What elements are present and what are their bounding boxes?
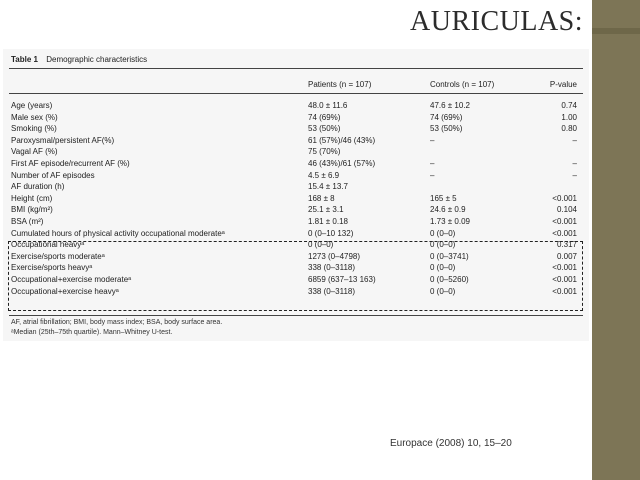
patients-value: 0 (0–10 132): [308, 228, 354, 238]
controls-value: 47.6 ± 10.2: [430, 101, 470, 110]
controls-value: 0 (0–0): [430, 286, 456, 296]
patients-value: 338 (0–3118): [308, 263, 355, 273]
footnote-median: ᵃMedian (25th–75th quartile). Mann–Whitney U-test.: [11, 329, 173, 336]
citation: Europace (2008) 10, 15–20: [390, 438, 512, 449]
p-value: –: [572, 159, 577, 168]
table-row: [3, 194, 589, 205]
table-caption-text: Demographic characteristics: [46, 55, 148, 64]
patients-value: 53 (50%): [308, 124, 341, 134]
patients-value: 4.5 ± 6.9: [308, 170, 340, 180]
p-value: –: [572, 170, 577, 180]
patients-value: 74 (69%): [308, 112, 341, 122]
row-label: Number of AF episodes: [11, 170, 95, 180]
controls-value: 0 (0–0): [430, 240, 456, 250]
table-row: [3, 182, 589, 193]
patients-value: 6859 (637–13 163): [308, 275, 376, 284]
band-notch: [592, 28, 640, 34]
row-label: AF duration (h): [11, 182, 65, 192]
header-pvalue: P-value: [549, 80, 577, 89]
patients-value: 75 (70%): [308, 147, 341, 157]
table-row: [3, 113, 589, 124]
row-label: Exercise/sports heavyᵃ: [11, 263, 93, 273]
table-row: [3, 147, 589, 158]
table-figure: [3, 49, 589, 341]
row-label: Height (cm): [11, 193, 53, 203]
patients-value: 46 (43%)/61 (57%): [308, 159, 376, 168]
controls-value: 0 (0–5260): [430, 275, 469, 284]
table-bottom-rule: [9, 315, 583, 316]
row-label: Vagal AF (%): [11, 147, 58, 157]
table-row: [3, 159, 589, 170]
p-value: <0.001: [552, 263, 577, 273]
row-label: Exercise/sports moderateᵃ: [11, 251, 105, 261]
table-row: [3, 101, 589, 112]
controls-value: –: [430, 135, 435, 145]
controls-value: –: [430, 159, 435, 168]
patients-value: 168 ± 8: [308, 193, 335, 203]
controls-value: –: [430, 170, 435, 180]
row-label: Occupational+exercise heavyᵃ: [11, 286, 119, 296]
controls-value: 1.73 ± 0.09: [430, 217, 470, 226]
patients-value: 338 (0–3118): [308, 286, 355, 296]
p-value: <0.001: [552, 228, 577, 238]
table-label: Table 1: [11, 55, 38, 64]
patients-value: 61 (57%)/46 (43%): [308, 135, 376, 145]
p-value: <0.001: [552, 193, 577, 203]
row-label: BMI (kg/m²): [11, 205, 53, 215]
table-row: [3, 229, 589, 240]
row-label: Occupational heavyᵃ: [11, 240, 85, 250]
patients-value: 25.1 ± 3.1: [308, 205, 344, 215]
p-value: 0.80: [561, 124, 577, 134]
header-patients: Patients (n = 107): [308, 80, 372, 89]
row-label: Cumulated hours of physical activity occupational moderateᵃ: [11, 228, 225, 238]
table-row: [3, 205, 589, 216]
controls-value: 24.6 ± 0.9: [430, 205, 466, 215]
p-value: –: [572, 135, 577, 145]
table-top-rule: [9, 68, 583, 69]
patients-value: 15.4 ± 13.7: [308, 182, 348, 192]
row-label: Occupational+exercise moderateᵃ: [11, 275, 132, 284]
p-value: <0.001: [552, 217, 577, 226]
p-value: 0.007: [556, 251, 577, 261]
row-label: Age (years): [11, 101, 53, 110]
controls-value: 53 (50%): [430, 124, 463, 134]
controls-value: 0 (0–3741): [430, 251, 469, 261]
row-label: First AF episode/recurrent AF (%): [11, 159, 130, 168]
table-row: [3, 217, 589, 228]
p-value: <0.001: [552, 275, 577, 284]
header-controls: Controls (n = 107): [430, 80, 495, 89]
p-value: <0.001: [552, 286, 577, 296]
p-value: 1.00: [561, 112, 577, 122]
p-value: 0.104: [556, 205, 577, 215]
controls-value: 74 (69%): [430, 112, 463, 122]
controls-value: 0 (0–0): [430, 263, 456, 273]
header-rule: [9, 93, 583, 94]
patients-value: 1.81 ± 0.18: [308, 217, 348, 226]
row-label: Smoking (%): [11, 124, 57, 134]
row-label: Male sex (%): [11, 112, 58, 122]
p-value: 0.74: [561, 101, 577, 110]
dashed-highlight-box: [8, 241, 583, 311]
controls-value: 165 ± 5: [430, 193, 457, 203]
footnote-abbreviations: AF, atrial fibrillation; BMI, body mass index; BSA, body surface area.: [11, 319, 223, 326]
table-row: [3, 136, 589, 147]
p-value: 0.317: [556, 240, 577, 250]
table-row: [3, 171, 589, 182]
row-label: BSA (m²): [11, 217, 44, 226]
patients-value: 1273 (0–4798): [308, 251, 361, 261]
table-caption: [11, 55, 147, 64]
table-row: [3, 124, 589, 135]
row-label: Paroxysmal/persistent AF(%): [11, 135, 115, 145]
patients-value: 0 (0–0): [308, 240, 334, 250]
controls-value: 0 (0–0): [430, 228, 456, 238]
patients-value: 48.0 ± 11.6: [308, 101, 348, 110]
decorative-side-band: [592, 0, 640, 480]
slide-title: AURICULAS:: [410, 6, 584, 37]
